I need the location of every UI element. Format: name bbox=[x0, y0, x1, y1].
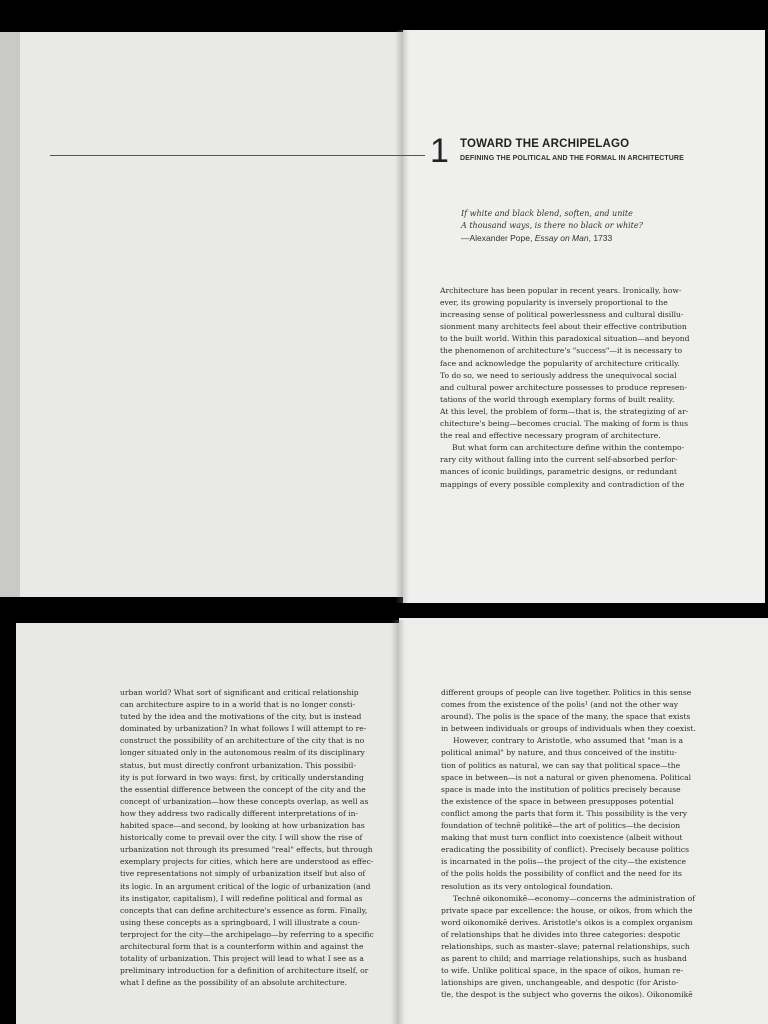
text-line: terproject for the city—the archipelago—by referring to a specific bbox=[120, 929, 374, 939]
body-text-top-right bbox=[440, 285, 694, 491]
epigraph-line: A thousand ways, is there no black or white? bbox=[461, 221, 643, 230]
epigraph bbox=[461, 208, 721, 244]
epigraph-line: If white and black blend, soften, and unite bbox=[461, 209, 633, 218]
text-line: as parent to child; and marriage relationships, such as husband bbox=[441, 954, 687, 964]
text-line: tive representations not simply of urbanization itself but also of bbox=[120, 869, 366, 879]
text-line: exemplary projects for cities, which here are understood as effec- bbox=[120, 857, 374, 867]
text-line: the phenomenon of architecture's "success"—it is necessary to bbox=[440, 346, 683, 356]
text-line: of relationships that he divides into three categories: despotic bbox=[441, 929, 681, 939]
text-line: can architecture aspire to in a world that is no longer consti- bbox=[120, 700, 355, 710]
text-line: increasing sense of political powerlessness and cultural disillu- bbox=[440, 310, 684, 320]
text-line: private space par excellence: the house, or oikos, from which the bbox=[441, 905, 693, 915]
text-line: sionment many architects feel about their effective contribution bbox=[440, 322, 687, 332]
text-line: status, but must directly confront urbanization. This possibil- bbox=[120, 760, 356, 770]
text-line: is incarnated in the polis—the project of the city—the existence bbox=[441, 857, 686, 867]
text-line: rary city without falling into the current self-absorbed perfor- bbox=[440, 455, 678, 465]
text-line: tion of politics as natural, we can say that political space—the bbox=[441, 760, 681, 770]
text-line: conflict among the parts that form it. This possibility is the very bbox=[441, 808, 688, 818]
text-line: Architecture has been popular in recent years. Ironically, how- bbox=[440, 286, 682, 295]
text-line: However, contrary to Aristotle, who assumed that "man is a bbox=[453, 736, 684, 746]
text-line: and cultural power architecture possesses to produce represen- bbox=[440, 382, 687, 392]
text-line: ever, its growing popularity is inversely proportional to the bbox=[440, 298, 668, 308]
chapter-rule-right bbox=[403, 155, 425, 156]
text-line: political animal" by nature, and thus conceived of the institu- bbox=[441, 748, 677, 758]
text-line: mances of iconic buildings, parametric designs, or redundant bbox=[440, 467, 677, 477]
text-line: ity is put forward in two ways: first, by critically understanding bbox=[120, 772, 364, 782]
text-line: resolution as its very ontological foundation. bbox=[441, 881, 613, 891]
text-line: Technē oikonomikē—economy—concerns the administration of bbox=[453, 893, 696, 903]
attribution-year: , 1733 bbox=[588, 233, 613, 243]
text-line: the existence of the space in between presupposes potential bbox=[441, 796, 674, 806]
text-line: tuted by the idea and the motivations of the city, but is instead bbox=[120, 712, 362, 722]
text-line: tle, the despot is the subject who governs the oikos). Oikonomikē bbox=[441, 990, 693, 1000]
text-line: dominated by urbanization? In what follows I will attempt to re- bbox=[120, 724, 367, 734]
text-line: its instigator, capitalism), I will redefine political and formal as bbox=[120, 893, 363, 903]
text-line: tations of the world through exemplary forms of built reality. bbox=[440, 394, 675, 404]
text-line: chitecture's being—becomes crucial. The making of form is thus bbox=[440, 419, 689, 429]
spine-shadow-top bbox=[395, 30, 409, 603]
text-line: concept of urbanization—how these concepts overlap, as well as bbox=[120, 796, 369, 806]
text-line: At this level, the problem of form—that is, the strategizing of ar- bbox=[440, 406, 689, 416]
text-line: eradicating the possibility of conflict). Precisely because politics bbox=[441, 845, 690, 855]
page-top-left-blank bbox=[20, 32, 403, 597]
body-text-bottom-right bbox=[441, 687, 695, 1001]
text-line: of the polis holds the possibility of conflict and the need for its bbox=[441, 869, 682, 879]
text-line: To do so, we need to seriously address the unequivocal social bbox=[440, 370, 677, 380]
text-line: architectural form that is a counterform within and against the bbox=[120, 941, 364, 951]
spine-shadow-bottom bbox=[391, 620, 405, 1024]
text-line: construct the possibility of an architecture of the city that is no bbox=[120, 736, 365, 746]
text-line: urbanization not through its presumed "real" effects, but through bbox=[120, 845, 373, 855]
chapter-number: 1 bbox=[430, 132, 449, 170]
text-line: its logic. In an argument critical of the logic of urbanization (and bbox=[120, 881, 371, 891]
text-line: how they address two radically different interpretations of in- bbox=[120, 808, 359, 818]
text-line: what I define as the possibility of an absolute architecture. bbox=[120, 978, 348, 988]
text-line: face and acknowledge the popularity of architecture critically. bbox=[440, 358, 680, 368]
body-text-bottom-left bbox=[120, 687, 372, 989]
attribution-work: Essay on Man bbox=[534, 233, 589, 243]
chapter-subtitle: DEFINING THE POLITICAL AND THE FORMAL IN ARCHITECTURE bbox=[460, 155, 684, 162]
text-line: using these concepts as a springboard, I will illustrate a coun- bbox=[120, 917, 360, 927]
chapter-title: TOWARD THE ARCHIPELAGO bbox=[460, 138, 630, 150]
text-line: concepts that can define architecture's essence as form. Finally, bbox=[120, 905, 368, 915]
text-line: to the built world. Within this paradoxical situation—and beyond bbox=[440, 334, 690, 344]
text-line: But what form can architecture define within the contempo- bbox=[452, 443, 685, 453]
text-line: relationships, such as master–slave; paternal relationships, such bbox=[441, 941, 690, 951]
text-line: foundation of technē politikē—the art of politics—the decision bbox=[441, 821, 681, 831]
text-line: habited space—and second, by looking at how urbanization has bbox=[120, 821, 365, 831]
text-line: lationships are given, unchangeable, and despotic (for Aristo- bbox=[441, 978, 679, 988]
text-line: making that must turn conflict into coexistence (albeit without bbox=[441, 833, 683, 843]
attribution-author: —Alexander Pope, bbox=[461, 233, 535, 243]
left-edge-shadow bbox=[0, 32, 20, 597]
epigraph-attribution bbox=[461, 232, 721, 244]
text-line: in between individuals or groups of individuals when they coexist. bbox=[441, 724, 696, 734]
text-line: different groups of people can live together. Politics in this sense bbox=[441, 688, 692, 697]
text-line: longer situated only in the autonomous realm of its disciplinary bbox=[120, 748, 365, 758]
text-line: mappings of every possible complexity and contradiction of the bbox=[440, 479, 685, 489]
text-line: the essential difference between the concept of the city and the bbox=[120, 784, 366, 794]
text-line: space is made into the institution of politics precisely because bbox=[441, 784, 681, 794]
text-line: urban world? What sort of significant and critical relationship bbox=[120, 688, 359, 697]
text-line: preliminary introduction for a definition of architecture itself, or bbox=[120, 966, 369, 976]
text-line: to wife. Unlike political space, in the space of oikos, human re- bbox=[441, 966, 684, 976]
chapter-rule-left bbox=[50, 155, 403, 156]
text-line: the real and effective necessary program of architecture. bbox=[440, 431, 661, 441]
text-line: historically come to prevail over the city. I will show the rise of bbox=[120, 833, 363, 843]
text-line: totality of urbanization. This project will lead to what I see as a bbox=[120, 954, 364, 964]
text-line: word oikonomikē derives. Aristotle's oikos is a complex organism bbox=[441, 917, 693, 927]
text-line: comes from the existence of the polis¹ (and not the other way bbox=[441, 700, 679, 710]
text-line: space in between—is not a natural or given phenomena. Political bbox=[441, 772, 692, 782]
text-line: around). The polis is the space of the many, the space that exists bbox=[441, 712, 691, 722]
